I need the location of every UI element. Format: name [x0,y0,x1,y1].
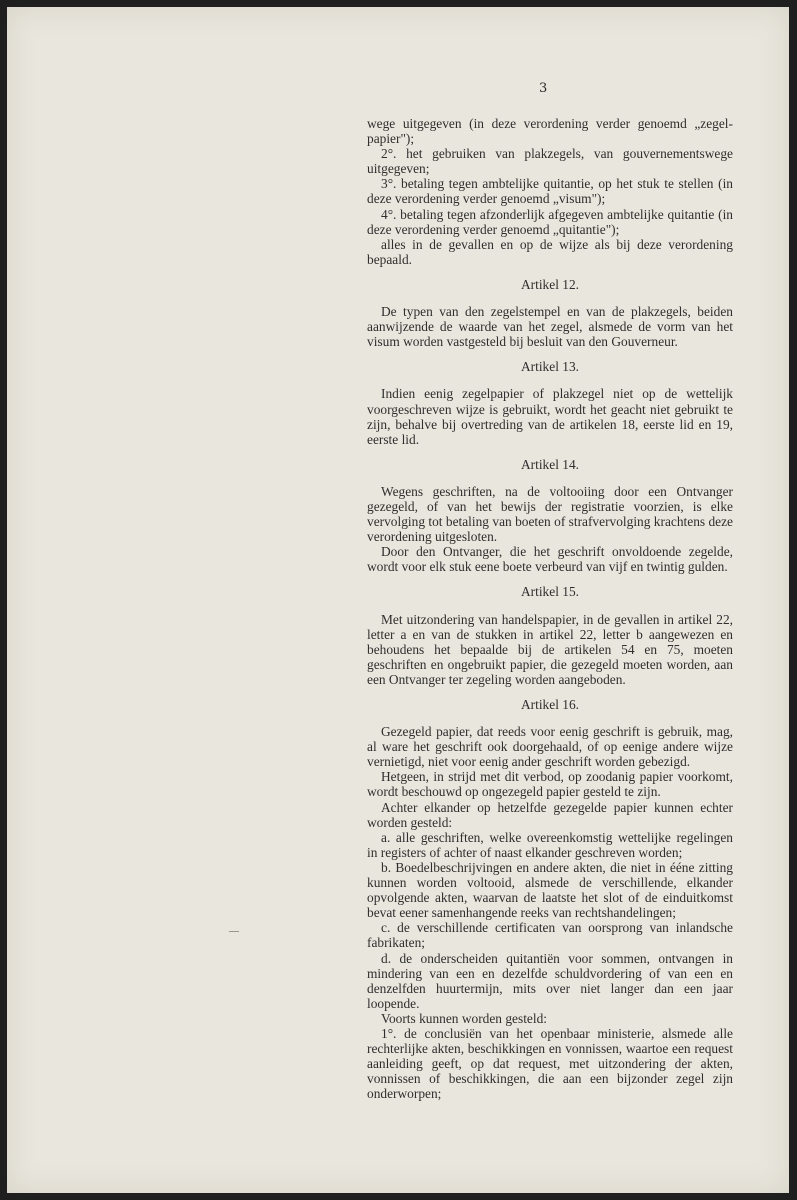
paragraph: 2°. het gebruiken van plakzegels, van gouvernementswege uitgegeven; [367,146,733,177]
paragraph: Indien eenig zegelpapier of plakzegel niet op de wettelijk voorgeschreven wijze is gebruikt, wordt het geacht niet gebruikt te zijn, behalve bij overtreding van de artikelen 18, eerste lid en 19, eerste lid. [367,386,733,447]
page-number: 3 [539,81,548,96]
paragraph: Wegens geschriften, na de voltooiing door een Ontvanger gezegeld, of van het bewijs der registratie voorzien, is elke vervolging tot betaling van boeten of strafvervolging krachtens deze verordening uitgesloten. [367,483,733,545]
margin-mark [229,931,239,932]
paragraph: Achter elkander op hetzelfde gezegelde papier kunnen echter worden gesteld: [367,799,733,830]
paragraph: wege uitgegeven (in deze verordening verder genoemd „zegel-papier"); [367,116,733,147]
paragraph: Met uitzondering van handelspapier, in de gevallen in artikel 22, letter a en van de stukken in artikel 22, letter b aangewezen en behoudens het bepaalde bij de artikelen 54 en 75, moeten geschriften en ongebruikt papier, die gezegeld moeten worden, aan een Ontvanger ter zegeling worden aangeboden. [367,611,733,687]
article-heading: Artikel 13. [520,359,579,375]
body-text [367,116,733,1101]
paragraph: c. de verschillende certificaten van oorsprong van inlandsche fabrikaten; [367,920,733,951]
article-heading: Artikel 15. [520,584,579,600]
paragraph: b. Boedelbeschrijvingen en andere akten, die niet in ééne zitting kunnen worden voltooid, alsmede de verschillende, elkander opvolgende akten, waarvan de laatste het slot of de einduitkomst bevat eener samenhangende reeks van rechtshandelingen; [367,859,733,921]
paragraph: Gezegeld papier, dat reeds voor eenig geschrift is gebruik, mag, al ware het geschrift ook doorgehaald, of op eenige andere wijze vernietigd, niet voor eenig ander geschrift worden gebezigd. [367,724,733,770]
paragraph: Door den Ontvanger, die het geschrift onvoldoende zegelde, wordt voor elk stuk eene boete verbeurd van vijf en twintig gulden. [367,544,733,575]
article-heading: Artikel 14. [520,456,579,472]
paragraph: a. alle geschriften, welke overeenkomstig wettelijke regelingen in registers of achter of naast elkander geschreven worden; [367,829,733,860]
paragraph: 3°. betaling tegen ambtelijke quitantie, op het stuk te stellen (in deze verordening verder genoemd „visum"); [367,176,733,207]
paragraph: 1°. de conclusiën van het openbaar ministerie, alsmede alle rechterlijke akten, beschikkingen en vonnissen, waartoe een request aanleiding geeft, op dat request, met uitzondering der akten, vonnissen of beschikkingen, die aan een bijzonder zegel zijn onderworpen; [367,1025,733,1102]
article-heading: Artikel 12. [520,276,579,292]
article-heading: Artikel 16. [520,697,579,712]
document-page [7,7,789,1193]
paragraph: De typen van den zegelstempel en van de plakzegels, beiden aanwijzende de waarde van het zegel, alsmede de vorm van het visum worden vastgesteld bij besluit van den Gouverneur. [367,304,733,350]
paragraph: 4°. betaling tegen afzonderlijk afgegeven ambtelijke quitantie (in deze verordening verder genoemd „quitantie"); [367,206,733,237]
paragraph: Hetgeen, in strijd met dit verbod, op zoodanig papier voorkomt, wordt beschouwd op ongezegeld papier gesteld te zijn. [367,769,733,800]
paragraph: d. de onderscheiden quitantiën voor sommen, ontvangen in mindering van een en dezelfde schuldvordering of van een en denzelfden huurtermijn, mits over niet langer dan een jaar loopende. [367,950,733,1011]
paragraph: alles in de gevallen en op de wijze als bij deze verordening bepaald. [367,236,733,267]
paragraph: Voorts kunnen worden gesteld: [381,1010,547,1026]
